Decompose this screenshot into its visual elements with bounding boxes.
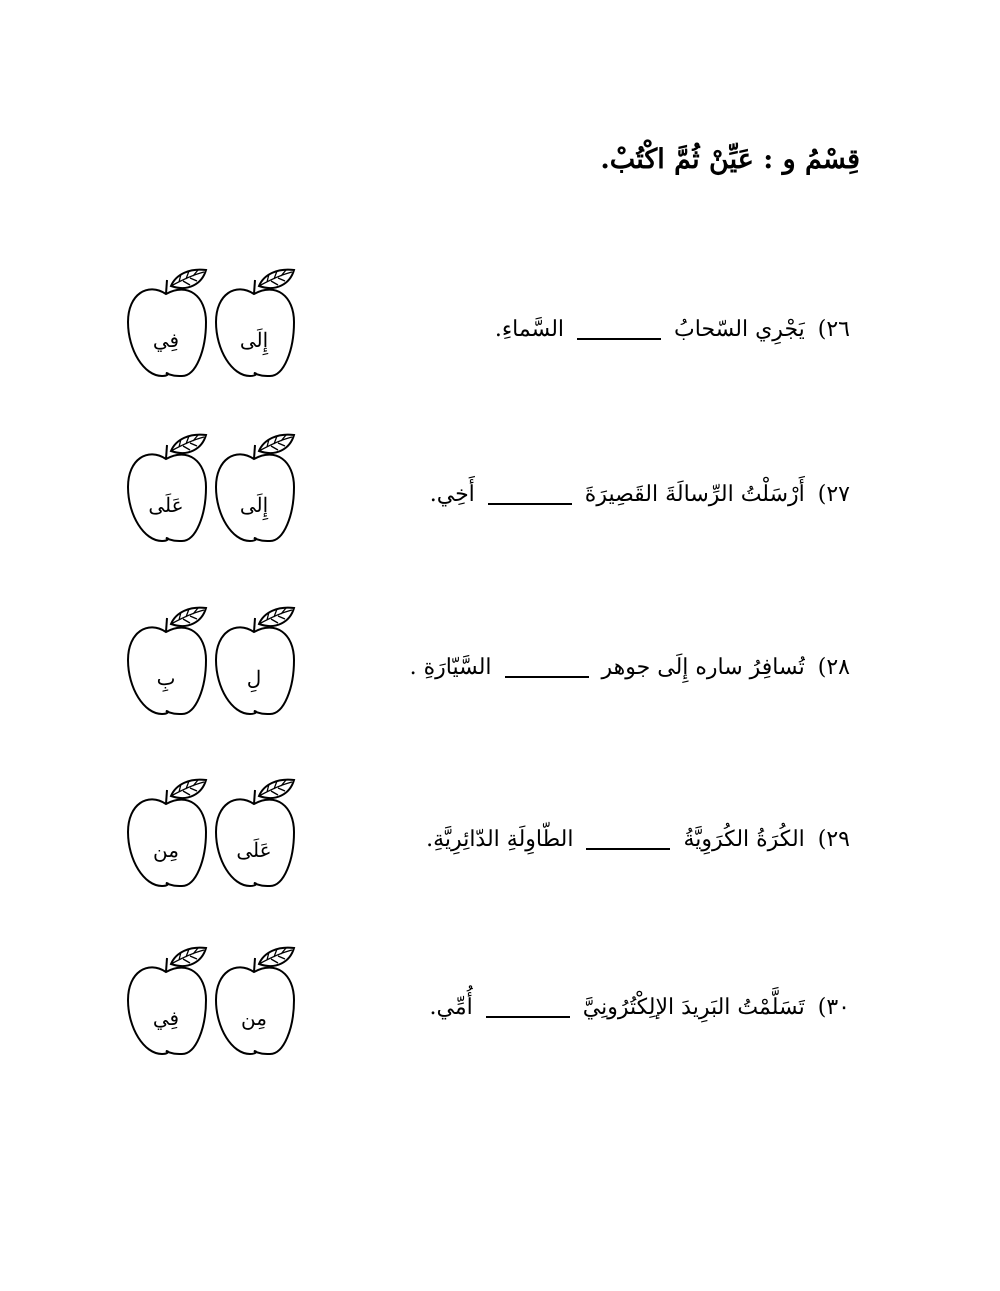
sentence-end: أُمِّي. xyxy=(429,995,473,1020)
apple-choice-label: إِلَى xyxy=(239,493,269,517)
answer-blank[interactable] xyxy=(577,334,661,340)
question-number: ٢٨) xyxy=(817,655,850,680)
question-sentence xyxy=(370,820,850,860)
answer-blank[interactable] xyxy=(486,1012,570,1018)
question-30 xyxy=(0,946,1000,1086)
question-sentence xyxy=(370,648,850,688)
sentence-end: أَخِي. xyxy=(429,482,475,507)
apple-choice-label: عَلَى xyxy=(148,493,184,517)
question-sentence xyxy=(370,988,850,1028)
question-sentence xyxy=(370,475,850,515)
apple-choice-label: مِن xyxy=(241,1006,267,1030)
question-27 xyxy=(0,433,1000,573)
question-28 xyxy=(0,606,1000,746)
sentence-start: تَسَلَّمْتُ البَرِيدَ الإلِكْتُرُونِيَّ xyxy=(582,995,805,1020)
answer-blank[interactable] xyxy=(505,672,589,678)
sentence-end: السَّيّارَةِ . xyxy=(409,655,492,680)
question-number: ٢٦) xyxy=(817,317,850,342)
apple-choice-label: فِي xyxy=(152,328,180,352)
section-title: قِسْمُ و : عَيِّنْ ثُمَّ اكْتُبْ. xyxy=(600,144,860,175)
apple-choice-1[interactable] xyxy=(214,946,314,1062)
question-number: ٢٧) xyxy=(817,482,850,507)
question-number: ٣٠) xyxy=(817,995,850,1020)
sentence-end: السَّماءِ. xyxy=(494,317,565,342)
apple-choice-label: بِ xyxy=(156,666,176,690)
sentence-start: أَرْسَلْتُ الرِّسالَةَ القَصِيرَةَ xyxy=(584,482,805,507)
apple-choice-label: فِي xyxy=(152,1006,180,1030)
sentence-start: يَجْرِي السّحابُ xyxy=(674,317,805,342)
apple-choice-2[interactable] xyxy=(126,778,226,894)
sentence-start: الكُرَةُ الكُرَوِيَّةُ xyxy=(683,827,805,852)
sentence-start: تُسافِرُ ساره إِلَى جوهر xyxy=(601,655,805,680)
question-29 xyxy=(0,778,1000,918)
apple-choice-2[interactable] xyxy=(126,606,226,722)
apple-choice-label: عَلَى xyxy=(236,838,272,862)
sentence-end: الطّاوِلَةِ الدّائِرِيَّةِ. xyxy=(426,827,574,852)
apple-choice-label: لِ xyxy=(246,666,262,690)
apple-choice-2[interactable] xyxy=(126,433,226,549)
apple-choice-1[interactable] xyxy=(214,606,314,722)
question-26 xyxy=(0,268,1000,408)
apple-choice-label: إِلَى xyxy=(239,328,269,352)
question-number: ٢٩) xyxy=(817,827,850,852)
answer-blank[interactable] xyxy=(586,844,670,850)
answer-blank[interactable] xyxy=(488,499,572,505)
apple-choice-1[interactable] xyxy=(214,268,314,384)
apple-choice-2[interactable] xyxy=(126,946,226,1062)
apple-choice-2[interactable] xyxy=(126,268,226,384)
apple-choice-1[interactable] xyxy=(214,433,314,549)
apple-choice-1[interactable] xyxy=(214,778,314,894)
question-sentence xyxy=(370,310,850,350)
apple-choice-label: مِن xyxy=(153,838,179,862)
